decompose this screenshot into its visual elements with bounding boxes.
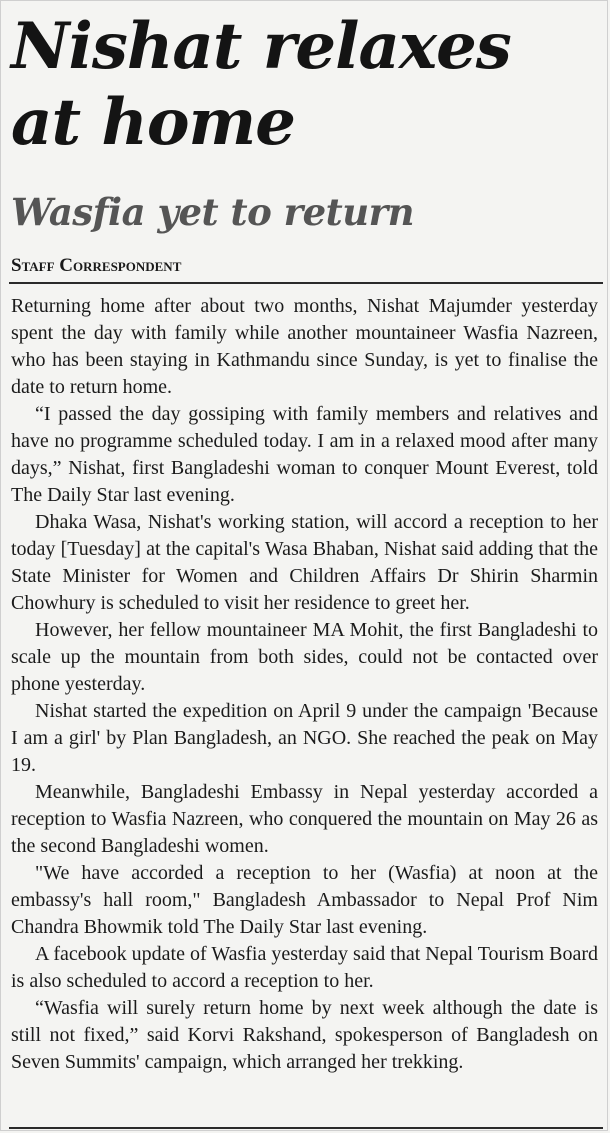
subheadline: Wasfia yet to return <box>11 190 415 234</box>
paragraph: However, her fellow mountaineer MA Mohit, the first Bangladeshi to scale up the mountain from both sides, could not be contacted over phone yesterday. <box>11 619 598 695</box>
paragraph: "We have accorded a reception to her (Wasfia) at noon at the embassy's hall room," Bangladesh Ambassador to Nepal Prof Nim Chandra Bhowmik told The Daily Star last evening. <box>11 862 598 938</box>
paragraph: A facebook update of Wasfia yesterday said that Nepal Tourism Board is also scheduled to accord a reception to her. <box>11 943 598 992</box>
paragraph: Nishat started the expedition on April 9 under the campaign 'Because I am a girl' by Plan Bangladesh, an NGO. She reached the peak on May 19. <box>11 700 598 776</box>
byline-divider <box>9 282 603 284</box>
paragraph: Dhaka Wasa, Nishat's working station, will accord a reception to her today [Tuesday] at the capital's Wasa Bhaban, Nishat said adding that the State Minister for Women and Children Affairs Dr Shirin Sharmin Chowhury is scheduled to visit her residence to greet her. <box>11 511 598 614</box>
bottom-divider <box>9 1127 603 1129</box>
article-body <box>11 293 598 1076</box>
paragraph: “I passed the day gossiping with family members and relatives and have no programme scheduled today. I am in a relaxed mood after many days,” Nishat, first Bangladeshi woman to conquer Mount Everest, told The Daily Star last evening. <box>11 403 598 506</box>
byline: Staff Correspondent <box>11 255 182 276</box>
paragraph: “Wasfia will surely return home by next week although the date is still not fixed,” said Korvi Rakshand, spokesperson of Bangladesh on Seven Summits' campaign, which arranged her trekking. <box>11 997 598 1073</box>
paragraph: Meanwhile, Bangladeshi Embassy in Nepal yesterday accorded a reception to Wasfia Nazreen, who conquered the mountain on May 26 as the second Bangladeshi women. <box>11 781 598 857</box>
headline: Nishat relaxes at home <box>11 9 511 160</box>
paragraph: Returning home after about two months, Nishat Majumder yesterday spent the day with family while another mountaineer Wasfia Nazreen, who has been staying in Kathmandu since Sunday, is yet to finalise the date to return home. <box>11 295 598 398</box>
